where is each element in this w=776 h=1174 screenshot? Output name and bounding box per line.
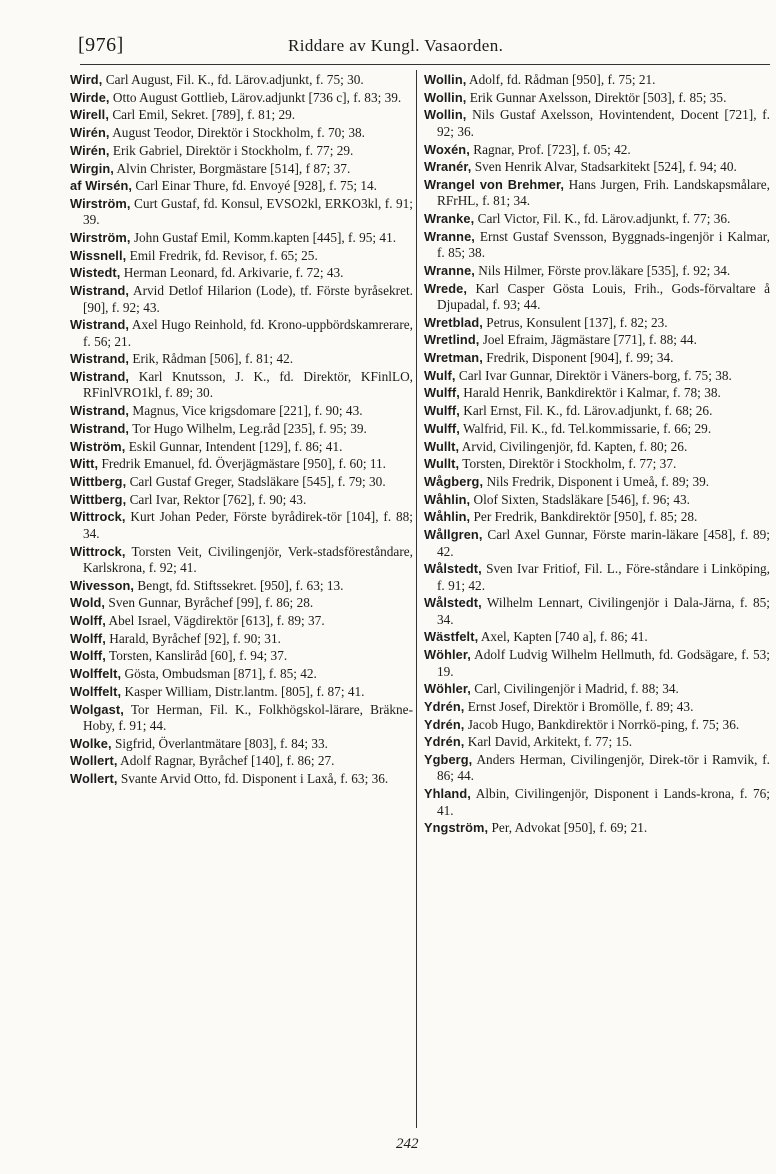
running-title: Riddare av Kungl. Vasaorden. xyxy=(288,36,504,55)
entry-surname: Wirde, xyxy=(70,89,110,105)
entry-surname: Wöhler, xyxy=(424,681,471,697)
entry-surname: Wirén, xyxy=(70,125,110,141)
entry-surname: Wollert, xyxy=(70,753,118,769)
register-entry xyxy=(424,820,770,836)
entry-details: Emil Fredrik, fd. Revisor, f. 65; 25. xyxy=(129,247,318,263)
entry-surname: Wolff, xyxy=(70,648,106,664)
register-entry xyxy=(424,699,770,715)
entry-surname: Wranne, xyxy=(424,228,475,244)
entry-details: Nils Gustaf Axelsson, Hovintendent, Docent [721], f. 92; 36. xyxy=(437,107,770,139)
entry-details: Abel Israel, Vägdirektör [613], f. 89; 37. xyxy=(108,613,325,629)
register-entry xyxy=(424,492,770,508)
entry-details: Ernst Gustaf Svensson, Byggnads-ingenjör i Kalmar, f. 85; 38. xyxy=(437,228,770,261)
entry-details: Arvid Detlof Hilarion (Lode), tf. Förste byråsekret. [90], f. 92; 43. xyxy=(83,283,413,315)
entry-details: Arvid, Civilingenjör, fd. Kapten, f. 80; 26. xyxy=(461,438,688,454)
page-number: 242 xyxy=(396,1136,419,1152)
register-entry xyxy=(70,578,413,594)
entry-details: Karl Knutsson, J. K., fd. Direktör, KFinlLO, RFinlVRO1kl, f. 89; 30. xyxy=(83,369,413,401)
entry-details: Eskil Gunnar, Intendent [129], f. 86; 41. xyxy=(128,438,343,454)
entry-details: Kurt Johan Peder, Förste byrådirek-tör [104], f. 88; 34. xyxy=(83,509,413,541)
register-entry xyxy=(424,527,770,560)
entry-details: Axel Hugo Reinhold, fd. Krono-uppbördskamrerare, f. 56; 21. xyxy=(83,317,413,349)
entry-surname: Wöhler, xyxy=(424,647,471,663)
entry-details: Joel Efraim, Jägmästare [771], f. 88; 44. xyxy=(482,332,697,348)
entry-details: Karl Casper Gösta Louis, Frih., Gods-förvaltare å Djupadal, f. 93; 44. xyxy=(437,280,771,312)
entry-details: August Teodor, Direktör i Stockholm, f. 70; 38. xyxy=(112,125,365,141)
entry-details: Jacob Hugo, Bankdirektör i Norrkö-ping, f. 75; 36. xyxy=(467,716,740,732)
register-entry xyxy=(424,509,770,525)
register-entry xyxy=(70,351,413,367)
entry-surname: Wolffelt, xyxy=(70,683,122,699)
register-entry xyxy=(424,421,770,437)
entry-surname: Wålstedt, xyxy=(424,561,482,577)
entry-surname: Wirström, xyxy=(70,230,131,246)
entry-details: Erik Gunnar Axelsson, Direktör [503], f. 85; 35. xyxy=(469,89,727,105)
register-entry xyxy=(424,647,770,680)
entry-details: Sven Gunnar, Byråchef [99], f. 86; 28. xyxy=(108,595,314,611)
entry-surname: Wranér, xyxy=(424,159,472,175)
entry-surname: Wulff, xyxy=(424,385,460,401)
register-entry xyxy=(70,492,413,508)
entry-details: Albin, Civilingenjör, Disponent i Lands-krona, f. 76; 41. xyxy=(437,786,770,818)
entry-details: Carl Gustaf Greger, Stadsläkare [545], f. 79; 30. xyxy=(129,473,386,489)
register-entry xyxy=(424,561,770,594)
entry-surname: Wästfelt, xyxy=(424,629,479,645)
entry-surname: Wåhlin, xyxy=(424,509,471,525)
register-entry xyxy=(424,90,770,106)
column-divider xyxy=(416,70,417,1128)
entry-surname: Wirén, xyxy=(70,142,110,158)
entry-surname: Ydrén, xyxy=(424,716,465,732)
entry-details: Erik, Rådman [506], f. 81; 42. xyxy=(132,351,294,367)
entry-details: Carl August, Fil. K., fd. Lärov.adjunkt, f. 75; 30. xyxy=(105,72,364,87)
entry-surname: Wolgast, xyxy=(70,701,124,717)
entry-surname: Wullt, xyxy=(424,438,460,454)
entry-surname: Wistrand, xyxy=(70,317,130,333)
entry-details: Svante Arvid Otto, fd. Disponent i Laxå, f. 63; 36. xyxy=(120,771,389,787)
entry-surname: Wird, xyxy=(70,72,103,87)
entry-surname: Wittberg, xyxy=(70,473,127,489)
entry-details: Erik Gabriel, Direktör i Stockholm, f. 77; 29. xyxy=(112,142,354,158)
register-entry xyxy=(70,421,413,437)
register-entry xyxy=(70,439,413,455)
register-entry xyxy=(70,248,413,264)
register-entry xyxy=(424,385,770,401)
entry-surname: Wistedt, xyxy=(70,265,121,281)
register-entry xyxy=(424,350,770,366)
entry-details: Sigfrid, Överlantmätare [803], f. 84; 33. xyxy=(114,735,328,751)
register-entry xyxy=(70,474,413,490)
entry-surname: Wågberg, xyxy=(424,473,484,489)
entry-details: Nils Hilmer, Förste prov.läkare [535], f. 92; 34. xyxy=(478,262,731,278)
entry-details: Fredrik Emanuel, fd. Överjägmästare [950], f. 60; 11. xyxy=(101,456,387,472)
register-entry xyxy=(70,317,413,350)
register-entry xyxy=(70,90,413,106)
entry-details: Kasper William, Distr.lantm. [805], f. 87; 41. xyxy=(124,683,365,699)
entry-surname: Wrangel von Brehmer, xyxy=(424,176,565,192)
entry-surname: Wollin, xyxy=(424,89,467,105)
entry-surname: Wistrand, xyxy=(70,351,130,367)
entry-surname: af Wirsén, xyxy=(70,178,133,194)
entry-surname: Wissnell, xyxy=(70,247,127,263)
entry-details: Carl Emil, Sekret. [789], f. 81; 29. xyxy=(112,107,296,123)
register-entry xyxy=(70,771,413,787)
register-entry xyxy=(424,439,770,455)
entry-details: Harald Henrik, Bankdirektör i Kalmar, f. 78; 38. xyxy=(463,385,721,401)
entry-details: Otto August Gottlieb, Lärov.adjunkt [736 c], f. 83; 39. xyxy=(112,89,402,105)
register-entry xyxy=(424,734,770,750)
entry-details: Alvin Christer, Borgmästare [514], f 87; 37. xyxy=(116,160,351,176)
register-entry xyxy=(424,595,770,628)
entry-surname: Yhland, xyxy=(424,786,471,802)
register-entry xyxy=(70,613,413,629)
register-entry xyxy=(424,229,770,262)
entry-details: Hans Jurgen, Frih. Landskapsmålare, RFrHL, f. 81; 34. xyxy=(437,176,771,209)
entry-surname: Wistrand, xyxy=(70,283,130,299)
register-entry xyxy=(70,72,413,88)
register-entry xyxy=(70,178,413,194)
entry-surname: Ydrén, xyxy=(424,698,465,714)
entry-surname: Wollin, xyxy=(424,107,467,123)
entry-details: Carl Ivar, Rektor [762], f. 90; 43. xyxy=(129,491,307,507)
register-entry xyxy=(70,702,413,735)
register-entry xyxy=(424,177,770,210)
entry-details: Carl Einar Thure, fd. Envoyé [928], f. 75; 14. xyxy=(135,178,377,194)
register-entry xyxy=(70,509,413,542)
entry-details: Fredrik, Disponent [904], f. 99; 34. xyxy=(486,350,674,366)
entry-details: Per Fredrik, Bankdirektör [950], f. 85; 28. xyxy=(473,509,698,525)
entry-surname: Wollin, xyxy=(424,72,467,87)
entry-surname: Witt, xyxy=(70,456,99,472)
register-entry xyxy=(424,752,770,785)
register-entry xyxy=(424,786,770,819)
entry-surname: Wretlind, xyxy=(424,332,480,348)
entry-details: Karl Ernst, Fil. K., fd. Lärov.adjunkt, f. 68; 26. xyxy=(463,403,713,419)
entry-surname: Ydrén, xyxy=(424,734,465,750)
entry-details: Carl Ivar Gunnar, Direktör i Väners-borg, f. 75; 38. xyxy=(458,367,732,383)
entry-surname: Wistrand, xyxy=(70,420,130,436)
register-entry xyxy=(70,544,413,577)
register-entry xyxy=(424,107,770,140)
entry-details: Walfrid, Fil. K., fd. Tel.kommissarie, f. 66; 29. xyxy=(463,420,712,436)
entry-surname: Ygberg, xyxy=(424,752,473,768)
register-entry xyxy=(70,230,413,246)
register-entry xyxy=(70,648,413,664)
entry-surname: Wållgren, xyxy=(424,527,483,543)
entry-details: Tor Hugo Wilhelm, Leg.råd [235], f. 95; 39. xyxy=(132,420,367,436)
entry-surname: Wullt, xyxy=(424,456,460,472)
entry-details: Carl, Civilingenjör i Madrid, f. 88; 34. xyxy=(474,681,679,697)
entry-details: Carl Victor, Fil. K., fd. Lärov.adjunkt, f. 77; 36. xyxy=(477,211,731,227)
entry-surname: Wolke, xyxy=(70,735,112,751)
entry-surname: Wulf, xyxy=(424,367,456,383)
entry-details: Ernst Josef, Direktör i Bromölle, f. 89; 43. xyxy=(467,698,694,714)
entry-surname: Wranne, xyxy=(424,262,475,278)
register-entry xyxy=(424,142,770,158)
register-entry xyxy=(70,265,413,281)
entry-details: Herman Leonard, fd. Arkivarie, f. 72; 43. xyxy=(123,265,344,281)
entry-details: John Gustaf Emil, Komm.kapten [445], f. 95; 41. xyxy=(133,230,397,246)
register-entry xyxy=(424,315,770,331)
entry-details: Anders Herman, Civilingenjör, Direk-tör i Ramvik, f. 86; 44. xyxy=(437,752,770,784)
entry-details: Gösta, Ombudsman [871], f. 85; 42. xyxy=(124,666,317,682)
page-code: [976] xyxy=(78,34,124,56)
register-entry xyxy=(424,72,770,88)
register-entry xyxy=(70,125,413,141)
register-entry xyxy=(424,263,770,279)
entry-surname: Wretblad, xyxy=(424,314,483,330)
register-entry xyxy=(424,403,770,419)
entry-surname: Wittrock, xyxy=(70,543,126,559)
entry-details: Sven Ivar Fritiof, Fil. L., Före-ståndare i Linköping, f. 91; 42. xyxy=(437,561,770,593)
header-rule xyxy=(80,64,770,65)
register-entry xyxy=(70,595,413,611)
entry-surname: Wirgin, xyxy=(70,160,114,176)
register-entry xyxy=(424,456,770,472)
entry-details: Adolf Ludvig Wilhelm Hellmuth, fd. Godsägare, f. 53; 19. xyxy=(437,647,770,679)
entry-details: Tor Herman, Fil. K., Folkhögskol-lärare, Bräkne-Hoby, f. 91; 44. xyxy=(83,701,413,733)
register-entry xyxy=(70,161,413,177)
entry-surname: Wold, xyxy=(70,595,106,611)
register-entry xyxy=(70,631,413,647)
register-entry xyxy=(70,403,413,419)
register-entry xyxy=(70,107,413,123)
entry-surname: Wittrock, xyxy=(70,509,126,525)
entry-details: Carl Axel Gunnar, Förste marin-läkare [458], f. 89; 42. xyxy=(437,527,770,559)
entry-surname: Wranke, xyxy=(424,211,475,227)
register-entry xyxy=(424,281,770,314)
register-entry xyxy=(70,753,413,769)
register-entry xyxy=(70,369,413,402)
entry-details: Bengt, fd. Stiftssekret. [950], f. 63; 13. xyxy=(137,577,344,593)
register-entry xyxy=(424,629,770,645)
entry-details: Per, Advokat [950], f. 69; 21. xyxy=(491,820,648,836)
entry-surname: Wittberg, xyxy=(70,491,127,507)
register-entry xyxy=(424,159,770,175)
entry-surname: Wirström, xyxy=(70,195,131,211)
entry-surname: Wolff, xyxy=(70,613,106,629)
register-entry xyxy=(70,143,413,159)
entry-surname: Wivesson, xyxy=(70,577,135,593)
entry-details: Nils Fredrik, Disponent i Umeå, f. 89; 39. xyxy=(486,473,710,489)
register-entry xyxy=(70,283,413,316)
register-entry xyxy=(70,196,413,229)
register-entry xyxy=(424,681,770,697)
entry-details: Axel, Kapten [740 a], f. 86; 41. xyxy=(480,629,648,645)
entry-details: Torsten, Direktör i Stockholm, f. 77; 37. xyxy=(462,456,677,472)
entry-details: Torsten Veit, Civilingenjör, Verk-stadsföreståndare, Karlskrona, f. 92; 41. xyxy=(83,543,413,575)
entry-details: Adolf Ragnar, Byråchef [140], f. 86; 27. xyxy=(120,753,335,769)
register-entry xyxy=(70,666,413,682)
entry-details: Sven Henrik Alvar, Stadsarkitekt [524], f. 94; 40. xyxy=(474,159,737,175)
left-column xyxy=(70,72,413,789)
right-column xyxy=(424,72,770,838)
entry-surname: Wulff, xyxy=(424,420,460,436)
entry-details: Wilhelm Lennart, Civilingenjör i Dala-Järna, f. 85; 34. xyxy=(437,595,770,627)
entry-details: Adolf, fd. Rådman [950], f. 75; 21. xyxy=(469,72,656,87)
entry-details: Harald, Byråchef [92], f. 90; 31. xyxy=(109,630,281,646)
entry-surname: Wirell, xyxy=(70,107,109,123)
entry-surname: Wiström, xyxy=(70,438,126,454)
entry-surname: Wolffelt, xyxy=(70,666,122,682)
entry-details: Olof Sixten, Stadsläkare [546], f. 96; 43. xyxy=(473,491,690,507)
register-entry xyxy=(424,211,770,227)
register-entry xyxy=(70,736,413,752)
entry-surname: Wulff, xyxy=(424,403,460,419)
entry-surname: Wrede, xyxy=(424,280,468,296)
register-entry xyxy=(424,368,770,384)
entry-details: Petrus, Konsulent [137], f. 82; 23. xyxy=(486,314,668,330)
register-entry xyxy=(70,456,413,472)
register-entry xyxy=(424,474,770,490)
entry-details: Karl David, Arkitekt, f. 77; 15. xyxy=(467,734,633,750)
register-entry xyxy=(70,684,413,700)
page-header xyxy=(78,34,768,60)
register-entry xyxy=(424,717,770,733)
entry-surname: Wretman, xyxy=(424,350,483,366)
entry-details: Curt Gustaf, fd. Konsul, EVSO2kl, ERKO3kl, f. 91; 39. xyxy=(83,195,413,228)
entry-details: Ragnar, Prof. [723], f. 05; 42. xyxy=(473,141,631,157)
entry-surname: Yngström, xyxy=(424,820,489,836)
entry-surname: Wistrand, xyxy=(70,369,130,385)
entry-surname: Wåhlin, xyxy=(424,491,471,507)
entry-surname: Wollert, xyxy=(70,771,118,787)
entry-details: Magnus, Vice krigsdomare [221], f. 90; 43. xyxy=(132,403,363,419)
entry-surname: Wålstedt, xyxy=(424,595,482,611)
entry-details: Torsten, Kanslіråd [60], f. 94; 37. xyxy=(109,648,288,664)
register-entry xyxy=(424,332,770,348)
entry-surname: Wolff, xyxy=(70,630,106,646)
entry-surname: Woxén, xyxy=(424,141,470,157)
entry-surname: Wistrand, xyxy=(70,403,130,419)
